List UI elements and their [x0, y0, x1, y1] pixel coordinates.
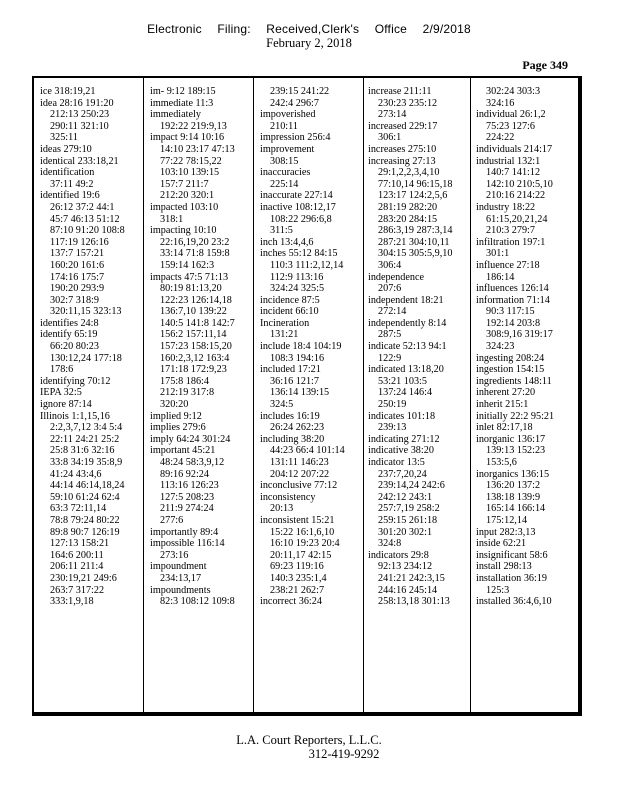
index-entry: influence 27:18: [476, 259, 540, 271]
index-subline: 75:23 127:6: [486, 120, 535, 132]
index-entry: included 17:21: [260, 364, 321, 376]
index-subline: 139:13 152:23: [486, 445, 546, 457]
index-box: [32, 76, 582, 716]
index-subline: 36:16 121:7: [270, 375, 319, 387]
index-subline: 90:3 117:15: [486, 306, 535, 318]
index-subline: 186:14: [486, 271, 515, 283]
filing-electronic: Electronic: [147, 22, 202, 36]
index-entry: Illinois 1:1,15,16: [40, 410, 110, 422]
index-entry: industrial 132:1: [476, 155, 541, 167]
index-subline: 171:18 172:9,23: [160, 364, 227, 376]
index-entry: impoundments: [150, 584, 211, 596]
index-entry: initially 22:2 95:21: [476, 410, 555, 422]
filing-received: Received,Clerk's: [266, 22, 360, 36]
index-subline: 140:5 141:8 142:7: [160, 317, 235, 329]
index-subline: 239:14,24 242:6: [378, 480, 445, 492]
index-subline: 325:11: [50, 132, 78, 144]
index-subline: 204:12 207:22: [270, 468, 330, 480]
footer: [0, 733, 618, 761]
index-entry: infiltration 197:1: [476, 236, 546, 248]
index-subline: 301:20 302:1: [378, 526, 433, 538]
index-subline: 22:16,19,20 23:2: [160, 236, 230, 248]
footer-phone: 312-419-9292: [308, 747, 380, 761]
index-subline: 41:24 43:4,6: [50, 468, 102, 480]
index-subline: 113:16 126:23: [160, 480, 219, 492]
index-subline: 66:20 80:23: [50, 341, 99, 353]
index-subline: 157:7 211:7: [160, 178, 209, 190]
index-subline: 69:23 119:16: [270, 561, 324, 573]
index-entry: indicating 271:12: [368, 433, 440, 445]
index-subline: 140:3 235:1,4: [270, 572, 327, 584]
index-subline: 206:11 211:4: [50, 561, 104, 573]
index-entry: inorganic 136:17: [476, 433, 546, 445]
index-entry: indicate 52:13 94:1: [368, 341, 447, 353]
index-subline: 175:12,14: [486, 514, 528, 526]
index-subline: 272:14: [378, 306, 407, 318]
index-subline: 263:7 317:22: [50, 584, 105, 596]
index-subline: 212:19 317:8: [160, 387, 215, 399]
index-entry: impression 256:4: [260, 132, 331, 144]
index-subline: 159:14 162:3: [160, 259, 215, 271]
index-subline: 37:11 49:2: [50, 178, 94, 190]
index-entry: ice 318:19,21: [40, 86, 96, 97]
index-subline: 212:20 320:1: [160, 190, 215, 202]
index-subline: 210:3 279:7: [486, 225, 535, 237]
index-subline: 242:4 296:7: [270, 97, 319, 109]
index-subline: 324:23: [486, 341, 515, 353]
index-subline: 210:16 214:22: [486, 190, 546, 202]
filing-date: 2/9/2018: [422, 22, 471, 36]
index-entry: ingestion 154:15: [476, 364, 545, 376]
index-subline: 192:14 203:8: [486, 317, 541, 329]
index-subline: 324:16: [486, 97, 515, 109]
index-subline: 136:20 137:2: [486, 480, 541, 492]
index-entry: inconclusive 77:12: [260, 480, 338, 492]
index-subline: 26:12 37:2 44:1: [50, 201, 115, 213]
index-subline: 127:5 208:23: [160, 491, 215, 503]
column-divider: [253, 78, 254, 712]
index-entry: imply 64:24 301:24: [150, 433, 231, 445]
index-subline: 63:3 72:11,14: [50, 503, 107, 515]
index-entry: includes 16:19: [260, 410, 320, 422]
index-subline: 138:18 139:9: [486, 491, 541, 503]
index-entry: implied 9:12: [150, 410, 202, 422]
index-entry: inorganics 136:15: [476, 468, 550, 480]
index-entry: installed 36:4,6,10: [476, 596, 552, 608]
index-subline: 140:7 141:12: [486, 167, 541, 179]
index-entry: inaccurate 227:14: [260, 190, 333, 202]
index-subline: 160:2,3,12 163:4: [160, 352, 230, 364]
index-subline: 14:10 23:17 47:13: [160, 143, 235, 155]
index-entry: identifies 24:8: [40, 317, 99, 329]
index-subline: 48:24 58:3,9,12: [160, 457, 225, 468]
index-subline: 137:24 146:4: [378, 387, 433, 399]
index-subline: 131:11 146:23: [270, 457, 329, 468]
index-subline: 306:1: [378, 132, 402, 144]
index-subline: 122:9: [378, 352, 402, 364]
index-subline: 283:20 284:15: [378, 213, 438, 225]
index-entry: impossible 116:14: [150, 538, 225, 550]
index-column-5: [476, 86, 576, 608]
page-number: Page 349: [522, 58, 568, 72]
index-entry: installation 36:19: [476, 572, 548, 584]
index-entry: idea 28:16 191:20: [40, 97, 114, 109]
index-entry: identified 19:6: [40, 190, 100, 202]
index-subline: 277:6: [160, 514, 184, 526]
index-entry: incident 66:10: [260, 306, 319, 318]
index-subline: 136:7,10 139:22: [160, 306, 227, 318]
index-subline: 175:8 186:4: [160, 375, 209, 387]
index-entry: ignore 87:14: [40, 399, 92, 411]
index-subline: 273:16: [160, 549, 189, 561]
index-subline: 108:3 194:16: [270, 352, 325, 364]
filing-stamp: [0, 22, 618, 36]
index-subline: 286:3,19 287:3,14: [378, 225, 453, 237]
index-entry: ingredients 148:11: [476, 375, 552, 387]
index-entry: impoverished: [260, 109, 316, 121]
index-column-1: [40, 86, 140, 608]
index-entry: incidence 87:5: [260, 294, 320, 306]
index-entry: install 298:13: [476, 561, 532, 573]
index-subline: 20:11,17 42:15: [270, 549, 332, 561]
filing-office: Office: [374, 22, 408, 36]
index-subline: 230:19,21 249:6: [50, 572, 117, 584]
index-subline: 112:9 113:16: [270, 271, 324, 283]
index-entry: important 45:21: [150, 445, 216, 457]
index-entry: inlet 82:17,18: [476, 422, 533, 434]
index-subline: 302:7 318:9: [50, 294, 99, 306]
index-subline: 287:21 304:10,11: [378, 236, 450, 248]
index-entry: increased 229:17: [368, 120, 438, 132]
index-subline: 108:22 296:6,8: [270, 213, 332, 225]
index-subline: 130:12,24 177:18: [50, 352, 122, 364]
index-subline: 122:23 126:14,18: [160, 294, 232, 306]
index-entry: information 71:14: [476, 294, 550, 306]
index-entry: indicator 13:5: [368, 457, 425, 468]
index-subline: 273:14: [378, 109, 407, 121]
index-subline: 117:19 126:16: [50, 236, 109, 248]
index-entry: indicates 101:18: [368, 410, 436, 422]
index-entry: independence: [368, 271, 425, 283]
index-subline: 259:15 261:18: [378, 514, 438, 526]
index-entry: influences 126:14: [476, 283, 549, 295]
index-subline: 237:7,20,24: [378, 468, 427, 480]
column-divider: [470, 78, 471, 712]
index-subline: 20:13: [270, 503, 294, 515]
index-subline: 320:11,15 323:13: [50, 306, 122, 318]
index-subline: 89:16 92:24: [160, 468, 209, 480]
index-subline: 25:8 31:6 32:16: [50, 445, 115, 457]
index-subline: 110:3 111:2,12,14: [270, 259, 344, 271]
index-subline: 225:14: [270, 178, 299, 190]
index-entry: impact 9:14 10:16: [150, 132, 225, 144]
index-entry: independently 8:14: [368, 317, 447, 329]
index-entry: inches 55:12 84:15: [260, 248, 338, 260]
index-subline: 324:24 325:5: [270, 283, 325, 295]
index-subline: 127:13 158:21: [50, 538, 110, 550]
index-entry: ideas 279:10: [40, 143, 92, 155]
index-entry: inaccuracies: [260, 167, 311, 179]
index-entry: including 38:20: [260, 433, 325, 445]
index-entry: individual 26:1,2: [476, 109, 546, 121]
index-subline: 207:6: [378, 283, 402, 295]
index-subline: 103:10 139:15: [160, 167, 220, 179]
index-subline: 89:8 90:7 126:19: [50, 526, 120, 538]
index-subline: 241:21 242:3,15: [378, 572, 445, 584]
index-entry: im- 9:12 189:15: [150, 86, 216, 97]
index-subline: 136:14 139:15: [270, 387, 330, 399]
index-subline: 44:14 46:14,18,24: [50, 480, 125, 492]
index-subline: 78:8 79:24 80:22: [50, 514, 120, 526]
index-column-4: [368, 86, 468, 608]
index-subline: 123:17 124:2,5,6: [378, 190, 448, 202]
index-entry: inside 62:21: [476, 538, 527, 550]
index-subline: 80:19 81:13,20: [160, 283, 222, 295]
index-entry: independent 18:21: [368, 294, 444, 306]
index-subline: 308:15: [270, 155, 299, 167]
index-entry: individuals 214:17: [476, 143, 553, 155]
index-entry: increase 211:11: [368, 86, 432, 97]
index-subline: 59:10 61:24 62:4: [50, 491, 120, 503]
index-subline: 61:15,20,21,24: [486, 213, 548, 225]
index-subline: 224:22: [486, 132, 515, 144]
index-subline: 174:16 175:7: [50, 271, 105, 283]
index-subline: 125:3: [486, 584, 510, 596]
index-subline: 301:1: [486, 248, 510, 260]
index-entry: improvement: [260, 143, 315, 155]
index-entry: IEPA 32:5: [40, 387, 82, 399]
column-divider: [363, 78, 364, 712]
index-subline: 87:10 91:20 108:8: [50, 225, 125, 237]
index-subline: 92:13 234:12: [378, 561, 433, 573]
index-entry: Incineration: [260, 317, 310, 329]
index-entry: ingesting 208:24: [476, 352, 545, 364]
index-entry: increasing 27:13: [368, 155, 436, 167]
index-entry: increases 275:10: [368, 143, 437, 155]
index-entry: identification: [40, 167, 95, 179]
index-entry: indicative 38:20: [368, 445, 434, 457]
index-entry: inch 13:4,4,6: [260, 236, 314, 248]
index-entry: inconsistency: [260, 491, 316, 503]
index-subline: 230:23 235:12: [378, 97, 438, 109]
index-subline: 318:1: [160, 213, 184, 225]
index-subline: 281:19 282:20: [378, 201, 438, 213]
index-subline: 131:21: [270, 329, 299, 341]
index-subline: 257:7,19 258:2: [378, 503, 440, 515]
index-subline: 210:11: [270, 120, 298, 132]
index-subline: 16:10 19:23 20:4: [270, 538, 340, 550]
index-subline: 290:11 321:10: [50, 120, 109, 132]
index-subline: 302:24 303:3: [486, 86, 541, 97]
index-subline: 164:6 200:11: [50, 549, 104, 561]
index-entry: inherit 215:1: [476, 399, 529, 411]
index-entry: impoundment: [150, 561, 207, 573]
index-subline: 82:3 108:12 109:8: [160, 596, 235, 608]
index-entry: immediate 11:3: [150, 97, 214, 109]
index-entry: industry 18:22: [476, 201, 536, 213]
index-subline: 238:21 262:7: [270, 584, 325, 596]
index-subline: 156:2 157:11,14: [160, 329, 227, 341]
index-subline: 29:1,2,2,3,4,10: [378, 167, 440, 179]
footer-company: L.A. Court Reporters, L.L.C.: [236, 733, 382, 747]
index-subline: 2:2,3,7,12 3:4 5:4: [50, 422, 123, 434]
index-subline: 77:10,14 96:15,18: [378, 178, 453, 190]
index-entry: importantly 89:4: [150, 526, 219, 538]
index-entry: inherent 27:20: [476, 387, 536, 399]
index-entry: indicated 13:18,20: [368, 364, 444, 376]
index-subline: 33:14 71:8 159:8: [160, 248, 230, 260]
index-subline: 244:16 245:14: [378, 584, 438, 596]
index-subline: 324:8: [378, 538, 402, 550]
index-entry: inactive 108:12,17: [260, 201, 336, 213]
index-entry: identifying 70:12: [40, 375, 111, 387]
index-subline: 142:10 210:5,10: [486, 178, 553, 190]
index-subline: 178:6: [50, 364, 74, 376]
index-entry: incorrect 36:24: [260, 596, 322, 608]
index-subline: 157:23 158:15,20: [160, 341, 232, 353]
index-entry: identical 233:18,21: [40, 155, 119, 167]
index-subline: 45:7 46:13 51:12: [50, 213, 120, 225]
index-subline: 15:22 16:1,6,10: [270, 526, 335, 538]
index-subline: 306:4: [378, 259, 402, 271]
index-subline: 192:22 219:9,13: [160, 120, 227, 132]
index-entry: insignificant 58:6: [476, 549, 548, 561]
index-column-3: [260, 86, 360, 608]
index-entry: identify 65:19: [40, 329, 98, 341]
index-subline: 239:15 241:22: [270, 86, 330, 97]
index-subline: 324:5: [270, 399, 294, 411]
index-subline: 308:9,16 319:17: [486, 329, 553, 341]
index-subline: 239:13: [378, 422, 407, 434]
index-subline: 77:22 78:15,22: [160, 155, 222, 167]
index-subline: 287:5: [378, 329, 402, 341]
index-subline: 165:14 166:14: [486, 503, 546, 515]
deposition-date: February 2, 2018: [266, 36, 352, 50]
index-subline: 22:11 24:21 25:2: [50, 433, 120, 445]
index-subline: 320:20: [160, 399, 189, 411]
index-subline: 250:19: [378, 399, 407, 411]
index-entry: inconsistent 15:21: [260, 514, 335, 526]
index-subline: 211:9 274:24: [160, 503, 214, 515]
index-entry: implies 279:6: [150, 422, 206, 434]
index-subline: 234:13,17: [160, 572, 202, 584]
index-entry: impacts 47:5 71:13: [150, 271, 229, 283]
index-column-2: [150, 86, 250, 608]
filing-label: Filing:: [217, 22, 251, 36]
index-subline: 212:13 250:23: [50, 109, 110, 121]
index-entry: input 282:3,13: [476, 526, 536, 538]
index-entry: indicators 29:8: [368, 549, 429, 561]
index-subline: 26:24 262:23: [270, 422, 325, 434]
index-subline: 258:13,18 301:13: [378, 596, 450, 608]
index-subline: 44:23 66:4 101:14: [270, 445, 345, 457]
index-subline: 333:1,9,18: [50, 596, 94, 608]
index-entry: immediately: [150, 109, 201, 121]
index-subline: 311:5: [270, 225, 293, 237]
index-entry: impacting 10:10: [150, 225, 217, 237]
index-subline: 304:15 305:5,9,10: [378, 248, 453, 260]
index-subline: 242:12 243:1: [378, 491, 433, 503]
index-subline: 190:20 293:9: [50, 283, 105, 295]
index-subline: 33:8 34:19 35:8,9: [50, 457, 123, 468]
column-divider: [143, 78, 144, 712]
index-subline: 153:5,6: [486, 457, 517, 468]
index-entry: impacted 103:10: [150, 201, 219, 213]
index-entry: include 18:4 104:19: [260, 341, 342, 353]
index-subline: 53:21 103:5: [378, 375, 427, 387]
index-subline: 160:20 161:6: [50, 259, 105, 271]
index-subline: 137:7 157:21: [50, 248, 105, 260]
